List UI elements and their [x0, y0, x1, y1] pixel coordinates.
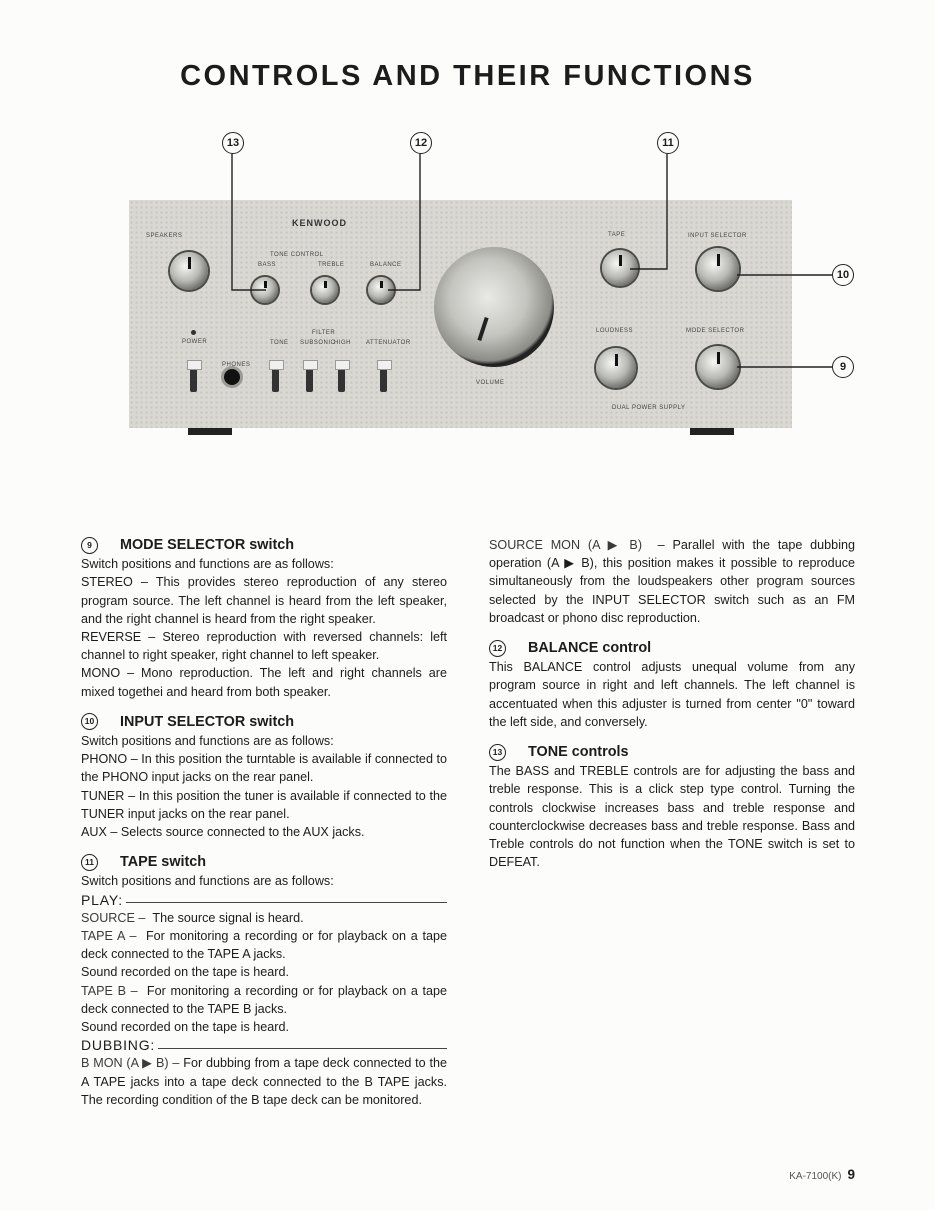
input-selector-heading [81, 713, 447, 731]
balance-text: This BALANCE control adjusts unequal volume from any program source in right and left channels. The left channel is accentuated when this adjuster is turned from center "0" toward the left side, and conversely. [489, 660, 855, 729]
input-aux: AUX – Selects source connected to the AUX jacks. [81, 825, 365, 840]
tone-text: The BASS and TREBLE controls are for adjusting the bass and treble response. This is a click step type control. Turning the controls clockwise increases bass and treble response and counterclockwise decreases bass and treble response. Bass and Treble controls do not function when the TONE switch is set to DEFEAT. [489, 764, 855, 870]
panel-label-tone: TONE [270, 340, 289, 346]
mode-selector-knob [697, 346, 739, 388]
loudness-knob [596, 348, 636, 388]
panel-label-speakers: SPEAKERS [146, 233, 183, 239]
tape-a-text: For monitoring a recording or for playback on a tape deck connected to the TAPE A jacks. [81, 929, 447, 962]
input-intro: Switch positions and functions are as follows: [81, 734, 334, 749]
tape-source [81, 909, 447, 927]
play-label: PLAY: [81, 891, 123, 908]
input-tuner: TUNER – In this position the tuner is available if connected to the TUNER input jacks on the rear panel. [81, 788, 447, 821]
callout-13: 13 [222, 132, 244, 154]
panel-label-tone-control: TONE CONTROL [270, 252, 324, 258]
mode-selector-heading [81, 536, 447, 554]
callout-11: 11 [657, 132, 679, 154]
power-switch [190, 368, 197, 392]
panel-label-input-selector: INPUT SELECTOR [688, 233, 747, 239]
tape-bmon [81, 1054, 447, 1109]
high-filter-switch [338, 368, 345, 392]
smon-label: SOURCE MON (A ▶ B) [489, 538, 643, 552]
bass-knob [252, 277, 278, 303]
mode-stereo: STEREO – This provides stereo reproduction of any stereo program source. The left channel is heard from the left speaker, and the right channel is heard from the right speaker. [81, 575, 447, 626]
treble-knob [312, 277, 338, 303]
input-selector-knob [697, 248, 739, 290]
smon-text: – Parallel with the tape dubbing operation (A ▶ B), this position makes it possible to reproduce simultaneously from the loudspeakers other program sources selected by the INPUT SELECTOR switch such as an FM broadcast or phono disc reproduction. [489, 538, 855, 625]
bmon-label: B MON (A ▶ B) – [81, 1056, 180, 1071]
play-subheading [81, 891, 447, 909]
tape-intro: Switch positions and functions are as follows: [81, 874, 334, 889]
tape-b-label: TAPE B – [81, 983, 138, 998]
panel-foot-right [690, 428, 734, 435]
panel-label-bass: BASS [258, 262, 277, 268]
panel-foot-left [188, 428, 232, 435]
panel-label-tape: TAPE [608, 232, 626, 238]
panel-label-attenuator: ATTENUATOR [366, 340, 411, 346]
section-number: 9 [81, 537, 98, 554]
panel-label-filter: FILTER [312, 330, 336, 336]
panel-label-subsonic: SUBSONIC [300, 340, 336, 346]
panel-label-power: POWER [182, 339, 208, 345]
section-number: 12 [489, 640, 506, 657]
callout-9: 9 [832, 356, 854, 378]
panel-label-dual-power: DUAL POWER SUPPLY [612, 405, 686, 411]
panel-label-high: HIGH [334, 340, 351, 346]
balance-knob [368, 277, 394, 303]
attenuator-switch [380, 368, 387, 392]
section-title: TAPE switch [120, 854, 207, 871]
tape-a-note: Sound recorded on the tape is heard. [81, 965, 289, 980]
tape-a [81, 927, 447, 963]
left-column [81, 536, 447, 1109]
balance-heading [489, 639, 855, 657]
panel-label-treble: TREBLE [318, 262, 345, 268]
tape-b-note: Sound recorded on the tape is heard. [81, 1020, 289, 1035]
tape-source-mon [489, 536, 855, 627]
section-number: 10 [81, 713, 98, 730]
panel-label-balance: BALANCE [370, 262, 402, 268]
panel-label-mode-selector: MODE SELECTOR [686, 328, 745, 334]
panel-label-loudness: LOUDNESS [596, 328, 634, 334]
panel-label-phones: PHONES [222, 362, 251, 368]
subsonic-switch [306, 368, 313, 392]
source-text: The source signal is heard. [152, 910, 304, 925]
section-number: 13 [489, 744, 506, 761]
section-number: 11 [81, 854, 98, 871]
input-phono: PHONO – In this position the turntable is available if connected to the PHONO input jacks on the rear panel. [81, 752, 447, 785]
section-title: BALANCE control [528, 640, 652, 657]
page-number: 9 [847, 1167, 855, 1182]
mode-mono: MONO – Mono reproduction. The left and right channels are mixed togethei and heard from both speaker. [81, 666, 447, 699]
tape-switch-heading [81, 853, 447, 871]
section-title: INPUT SELECTOR switch [120, 713, 295, 730]
tape-a-label: TAPE A – [81, 929, 137, 944]
tape-b [81, 982, 447, 1018]
tone-switch [272, 368, 279, 392]
tape-b-text: For monitoring a recording or for playback on a tape deck connected to the TAPE B jacks. [81, 983, 447, 1016]
right-column [489, 536, 855, 871]
power-indicator [191, 330, 196, 335]
section-title: MODE SELECTOR switch [120, 537, 295, 553]
source-label: SOURCE – [81, 910, 146, 925]
dubbing-subheading [81, 1036, 447, 1054]
section-title: TONE controls [528, 744, 629, 761]
panel-label-volume: VOLUME [476, 380, 505, 386]
page-footer [789, 1167, 855, 1182]
phones-jack [224, 369, 240, 385]
tone-heading [489, 743, 855, 761]
dubbing-label: DUBBING: [81, 1037, 156, 1054]
model-number: KA-7100(K) [789, 1171, 842, 1182]
panel-brand: KENWOOD [292, 218, 347, 228]
callout-12: 12 [410, 132, 432, 154]
mode-intro: Switch positions and functions are as follows: [81, 557, 334, 572]
mode-reverse: REVERSE – Stereo reproduction with reversed channels: left channel to right speaker, right channel to left speaker. [81, 630, 447, 663]
callout-10: 10 [832, 264, 854, 286]
speakers-knob [170, 252, 208, 290]
tape-knob [602, 250, 638, 286]
volume-knob [434, 247, 554, 367]
page-title: CONTROLS AND THEIR FUNCTIONS [180, 60, 755, 92]
bmon-text: For dubbing from a tape deck connected to the A TAPE jacks into a tape deck connected to the B TAPE jacks. The recording condition of the B tape deck can be monitored. [81, 1056, 447, 1107]
